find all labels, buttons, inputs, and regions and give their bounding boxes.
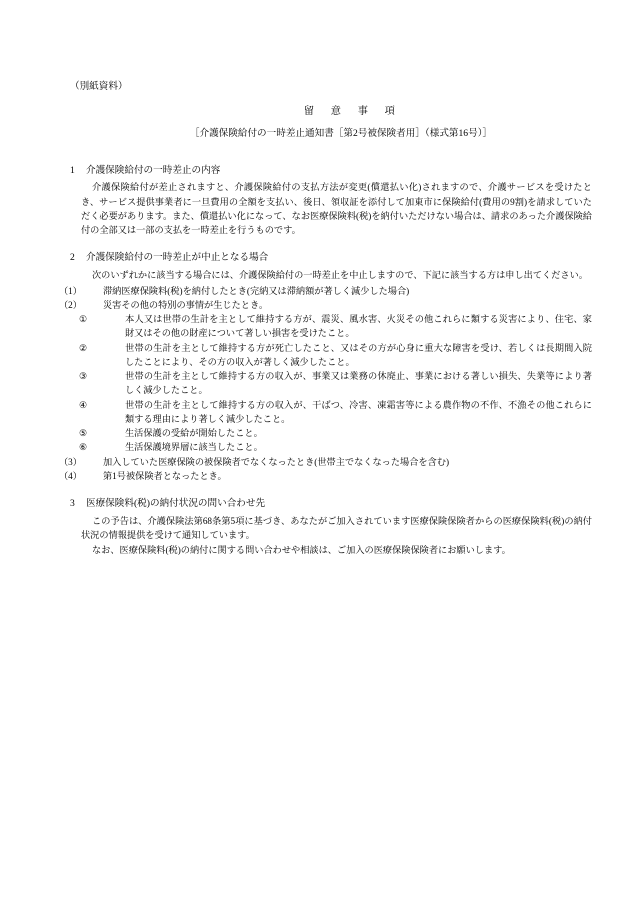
page-title: 留 意 事 項 bbox=[303, 105, 399, 117]
section-1-number: 1 bbox=[70, 164, 75, 176]
list-item-marker: （2） bbox=[59, 299, 82, 310]
section-1 bbox=[70, 164, 592, 238]
section-2-heading bbox=[70, 251, 592, 266]
section-3-title: 医療保険料(税)の納付状況の問い合わせ先 bbox=[86, 498, 266, 509]
document-subtitle: ［介護保険給付の一時差止通知書［第2号被保険者用］（様式第16号）］ bbox=[189, 127, 493, 139]
list-item-marker: ① bbox=[79, 314, 88, 324]
list-item-text: 第1号被保険者となったとき。 bbox=[103, 470, 227, 481]
list-item bbox=[59, 469, 592, 483]
list-item bbox=[70, 312, 592, 341]
list-item-marker: （1） bbox=[59, 285, 82, 296]
list-item bbox=[70, 398, 592, 427]
section-2 bbox=[59, 251, 592, 483]
list-item-text: 世帯の生計を主として維持する方の収入が、干ばつ、冷害、凍霜害等による農作物の不作、不漁その他これらに類する理由により著しく減少したこと。 bbox=[125, 399, 592, 424]
section-1-paragraph: 介護保険給付が差止されますと、介護保険給付の支払方法が変更(償還払い化)されますので、介護サービスを受けたとき、サービス提供事業者に一旦費用の全額を支払い、後日、領収証を添付して加東市に保険給付(費用の9割)を請求していただく必要があります。また、償還払い化になって、なお医療保険料(税)を納付いただけない場合は、請求のあった介護保険給付の全部又は一部の支払を一時差止を行うものです。 bbox=[81, 182, 592, 236]
list-item-text: 本人又は世帯の生計を主として維持する方が、震災、風水害、火災その他これらに類する災害により、住宅、家財又はその他の財産について著しい損害を受けたこと。 bbox=[125, 314, 592, 339]
attachment-label: （別紙資料） bbox=[70, 81, 128, 92]
list-item-marker: （4） bbox=[59, 470, 82, 481]
list-item-marker: ⑥ bbox=[79, 442, 88, 453]
list-item-text: 生活保護境界層に該当したこと。 bbox=[125, 442, 263, 453]
section-1-heading bbox=[70, 164, 592, 179]
section-2-paragraph: 次のいずれかに該当する場合には、介護保険給付の一時差止を中止しますので、下記に該当する方は申し出てください。 bbox=[92, 270, 588, 281]
section-3 bbox=[70, 497, 592, 558]
list-item bbox=[59, 298, 592, 312]
section-3-number: 3 bbox=[70, 498, 75, 509]
section-3-paragraph-2: なお、医療保険料(税)の納付に関する問い合わせや相談は、ご加入の医療保険保険者にお願いします。 bbox=[92, 545, 511, 556]
list-item-text: 世帯の生計を主として維持する方の収入が、事業又は業務の休廃止、事業における著しい損失、失業等により著しく減少したこと。 bbox=[125, 371, 592, 396]
list-item bbox=[70, 426, 592, 440]
list-item-text: 生活保護の受給が開始したこと。 bbox=[125, 428, 263, 438]
list-item bbox=[70, 369, 592, 398]
list-item bbox=[70, 440, 592, 454]
list-item-text: 滞納医療保険料(税)を納付したとき(完納又は滞納額が著しく減少した場合) bbox=[103, 285, 410, 296]
list-item bbox=[59, 284, 592, 298]
list-item bbox=[59, 455, 592, 469]
list-item-text: 世帯の生計を主として維持する方が死亡したこと、又はその方が心身に重大な障害を受け、若しくは長期間入院したことにより、その方の収入が著しく減少したこと。 bbox=[125, 342, 592, 367]
list-item-marker: （3） bbox=[59, 456, 82, 467]
list-item bbox=[70, 341, 592, 370]
section-2-number: 2 bbox=[70, 252, 75, 264]
list-item-marker: ④ bbox=[79, 399, 88, 410]
list-item-marker: ⑤ bbox=[79, 428, 88, 438]
list-item-marker: ③ bbox=[79, 371, 88, 381]
section-3-heading bbox=[70, 497, 592, 512]
list-item-text: 加入していた医療保険の被保険者でなくなったとき(世帯主でなくなった場合を含む) bbox=[103, 456, 450, 467]
section-2-title: 介護保険給付の一時差止が中止となる場合 bbox=[86, 252, 269, 264]
section-3-paragraph-1: この予告は、介護保険法第68条第5項に基づき、あなたがご加入されています医療保険保険者からの医療保険料(税)の納付状況の情報提供を受けて通知しています。 bbox=[81, 515, 592, 541]
section-1-title: 介護保険給付の一時差止の内容 bbox=[86, 164, 221, 176]
list-item-marker: ② bbox=[79, 342, 88, 353]
list-item-text: 災害その他の特別の事情が生じたとき。 bbox=[103, 299, 269, 310]
